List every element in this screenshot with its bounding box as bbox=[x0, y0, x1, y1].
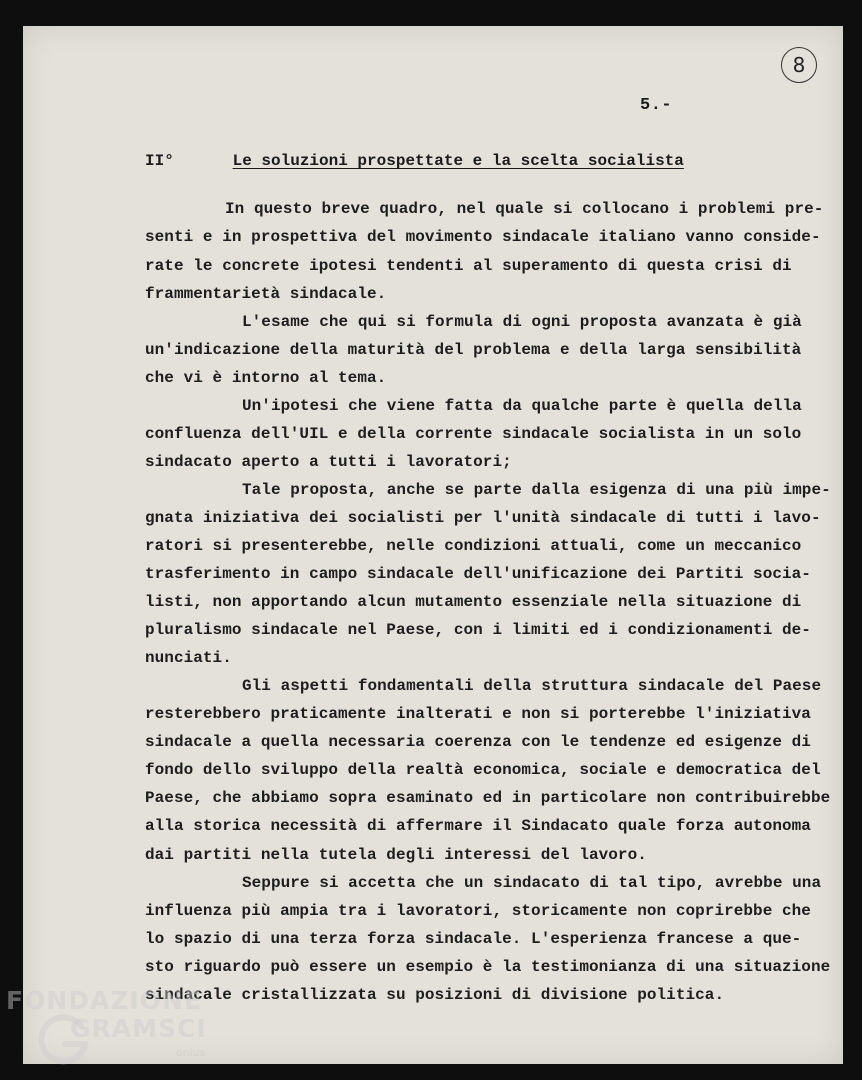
text-line: lo spazio di una terza forza sindacale. L'esperienza francese a que- bbox=[145, 930, 802, 948]
text-line: Gli aspetti fondamentali della struttura sindacale del Paese bbox=[242, 677, 822, 695]
text-line: ratori si presenterebbe, nelle condizioni attuali, come un meccanico bbox=[145, 537, 802, 555]
text-line: un'indicazione della maturità del problema e della larga sensibilità bbox=[145, 341, 802, 359]
text-line: Paese, che abbiamo sopra esaminato ed in particolare non contribuirebbe bbox=[145, 789, 831, 807]
text-line: Seppure si accetta che un sindacato di tal tipo, avrebbe una bbox=[242, 874, 822, 892]
text-line: influenza più ampia tra i lavoratori, storicamente non coprirebbe che bbox=[145, 902, 811, 920]
text-line: In questo breve quadro, nel quale si collocano i problemi pre- bbox=[225, 200, 824, 218]
text-line: sindacato aperto a tutti i lavoratori; bbox=[145, 453, 512, 471]
text-line: rate le concrete ipotesi tendenti al superamento di questa crisi di bbox=[145, 257, 792, 275]
text-line: senti e in prospettiva del movimento sindacale italiano vanno conside- bbox=[145, 228, 821, 246]
text-line: nunciati. bbox=[145, 649, 232, 667]
text-line: Un'ipotesi che viene fatta da qualche parte è quella della bbox=[242, 397, 802, 415]
watermark-onlus: onlus bbox=[176, 1046, 206, 1059]
text-line: L'esame che qui si formula di ogni proposta avanzata è già bbox=[242, 313, 802, 331]
text-line: che vi è intorno al tema. bbox=[145, 369, 387, 387]
text-line: alla storica necessità di affermare il Sindacato quale forza autonoma bbox=[145, 817, 811, 835]
section-numeral: II° bbox=[145, 152, 174, 170]
text-line: pluralismo sindacale nel Paese, con i limiti ed i condizionamenti de- bbox=[145, 621, 811, 639]
text-line: sto riguardo può essere un esempio è la testimonianza di una situazione bbox=[145, 958, 831, 976]
text-line: fondo dello sviluppo della realtà economica, sociale e democratica del bbox=[145, 761, 821, 779]
circled-page-mark bbox=[781, 47, 817, 83]
text-line: resterebbero praticamente inalterati e non si porterebbe l'iniziativa bbox=[145, 705, 811, 723]
page-mark-number: 8 bbox=[792, 53, 806, 77]
watermark-foundation: FONDAZIONE bbox=[6, 986, 203, 1015]
text-line: sindacale cristallizzata su posizioni di divisione politica. bbox=[145, 986, 725, 1004]
section-heading bbox=[145, 152, 684, 170]
text-line: frammentarietà sindacale. bbox=[145, 285, 387, 303]
text-line: confluenza dell'UIL e della corrente sindacale socialista in un solo bbox=[145, 425, 802, 443]
text-line: Tale proposta, anche se parte dalla esigenza di una più impe- bbox=[242, 481, 831, 499]
text-line: trasferimento in campo sindacale dell'unificazione dei Partiti socia- bbox=[145, 565, 811, 583]
section-title: Le soluzioni prospettate e la scelta socialista bbox=[232, 152, 684, 170]
text-line: gnata iniziativa dei socialisti per l'unità sindacale di tutti i lavo- bbox=[145, 509, 821, 527]
text-line: sindacale a quella necessaria coerenza con le tendenze ed esigenze di bbox=[145, 733, 811, 751]
text-line: dai partiti nella tutela degli interessi del lavoro. bbox=[145, 846, 647, 864]
watermark-gramsci: GRAMSCI bbox=[70, 1014, 207, 1043]
text-line: listi, non apportando alcun mutamento essenziale nella situazione di bbox=[145, 593, 802, 611]
page-number: 5.- bbox=[640, 96, 673, 115]
